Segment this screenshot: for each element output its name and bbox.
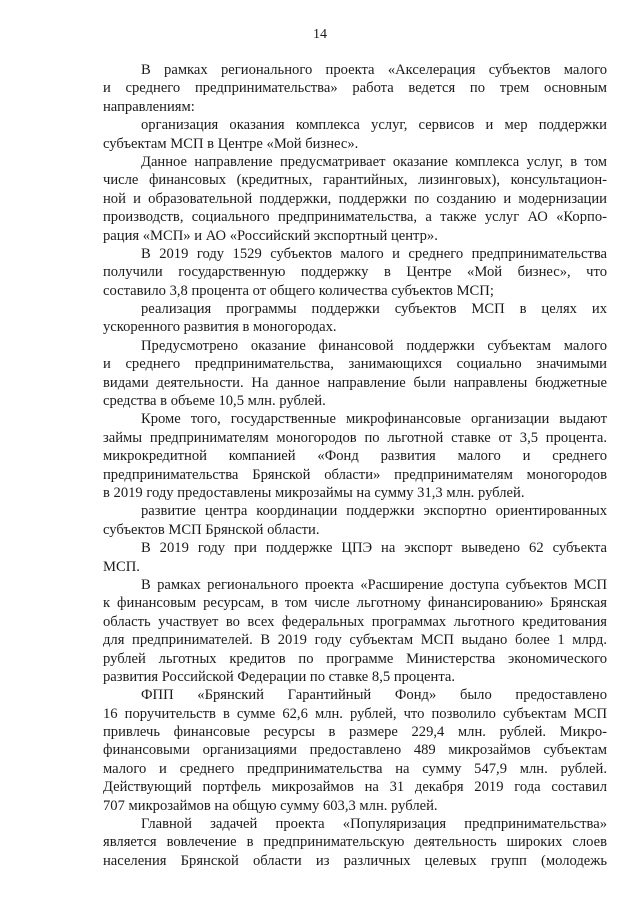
text-line: ной и образовательной поддержки, поддержки по созданию и модернизации (103, 190, 607, 207)
text-line: средства в объеме 10,5 млн. рублей. (103, 393, 326, 410)
text-line: 707 микрозаймов на общую сумму 603,3 млн. рублей. (103, 797, 438, 814)
text-line: микрокредитной компанией «Фонд развития малого и среднего (103, 448, 607, 465)
text-line: ФПП «Брянский Гарантийный Фонд» было предоставлено (141, 687, 607, 704)
text-line: ускоренного развития в моногородах. (103, 319, 337, 336)
text-line: В рамках регионального проекта «Расширение доступа субъектов МСП (141, 576, 607, 593)
text-line: Главной задачей проекта «Популяризация предпринимательства» (141, 816, 607, 833)
text-line: реализация программы поддержки субъектов МСП в целях их (141, 301, 607, 318)
text-line: и среднего предпринимательства» работа ведется по трем основным (103, 80, 607, 97)
text-line: малого и среднего предпринимательства на сумму 547,9 млн. рублей. (103, 760, 607, 777)
text-line: рация «МСП» и АО «Российский экспортный центр». (103, 227, 438, 244)
text-line: предпринимательства Брянской области» предпринимателям моногородов (103, 466, 607, 483)
text-line: направлениям: (103, 98, 195, 115)
text-line: числе финансовых (кредитных, гарантийных, лизинговых), консультацион- (103, 172, 607, 189)
text-line: составило 3,8 процента от общего количества субъектов МСП; (103, 282, 494, 299)
text-line: развитие центра координации поддержки экспортно ориентированных (141, 503, 607, 520)
text-line: субъектов МСП Брянской области. (103, 521, 320, 538)
text-line: и среднего предпринимательства, занимающихся социально значимыми (103, 356, 607, 373)
text-line: МСП. (103, 558, 140, 575)
text-line: 16 поручительств в сумме 62,6 млн. рублей, что позволило субъектам МСП (103, 705, 607, 722)
text-line: является вовлечение в предпринимательскую деятельность широких слоев (103, 834, 607, 851)
text-line: В 2019 году при поддержке ЦПЭ на экспорт выведено 62 субъекта (141, 540, 607, 557)
text-line: для предпринимателей. В 2019 году субъектам МСП выдано более 1 млрд. (103, 632, 607, 649)
page-number: 14 (313, 27, 327, 42)
text-line: рублей льготных кредитов по программе Министерства экономического (103, 650, 607, 667)
text-line: производств, социального предпринимательства, а также услуг АО «Корпо- (103, 209, 607, 226)
text-line: область участвует во всех федеральных программах льготного кредитования (103, 613, 607, 630)
text-line: населения Брянской области из различных целевых групп (молодежь (103, 852, 607, 869)
text-line: в 2019 году предоставлены микрозаймы на сумму 31,3 млн. рублей. (103, 484, 525, 501)
text-line: получили государственную поддержку в Центре «Мой бизнес», что (103, 264, 607, 281)
text-line: В рамках регионального проекта «Акселерация субъектов малого (141, 62, 607, 78)
text-line: к финансовым ресурсам, в том числе льготному финансированию» Брянская (103, 595, 607, 612)
text-line: займы предпринимателям моногородов по льготной ставке от 3,5 процента. (103, 429, 607, 446)
text-line: финансовыми организациями предоставлено 489 микрозаймов субъектам (103, 742, 607, 759)
text-line: Действующий портфель микрозаймов на 31 декабря 2019 года составил (103, 779, 607, 796)
text-line: Предусмотрено оказание финансовой поддержки субъектам малого (141, 337, 607, 354)
text-line: Данное направление предусматривает оказание комплекса услуг, в том (141, 153, 607, 170)
text-line: привлечь финансовые ресурсы в размере 229,4 млн. рублей. Микро- (103, 724, 607, 741)
text-line: организация оказания комплекса услуг, сервисов и мер поддержки (141, 117, 607, 134)
text-line: видами деятельности. На данное направление были направлены бюджетные (103, 374, 607, 391)
text-line: В 2019 году 1529 субъектов малого и среднего предпринимательства (141, 245, 607, 262)
text-line: субъектам МСП в Центре «Мой бизнес». (103, 135, 359, 152)
text-line: развития Российской Федерации по ставке 8,5 процента. (103, 668, 456, 685)
text-line: Кроме того, государственные микрофинансовые организации выдают (141, 411, 607, 428)
body-text (103, 61, 607, 870)
